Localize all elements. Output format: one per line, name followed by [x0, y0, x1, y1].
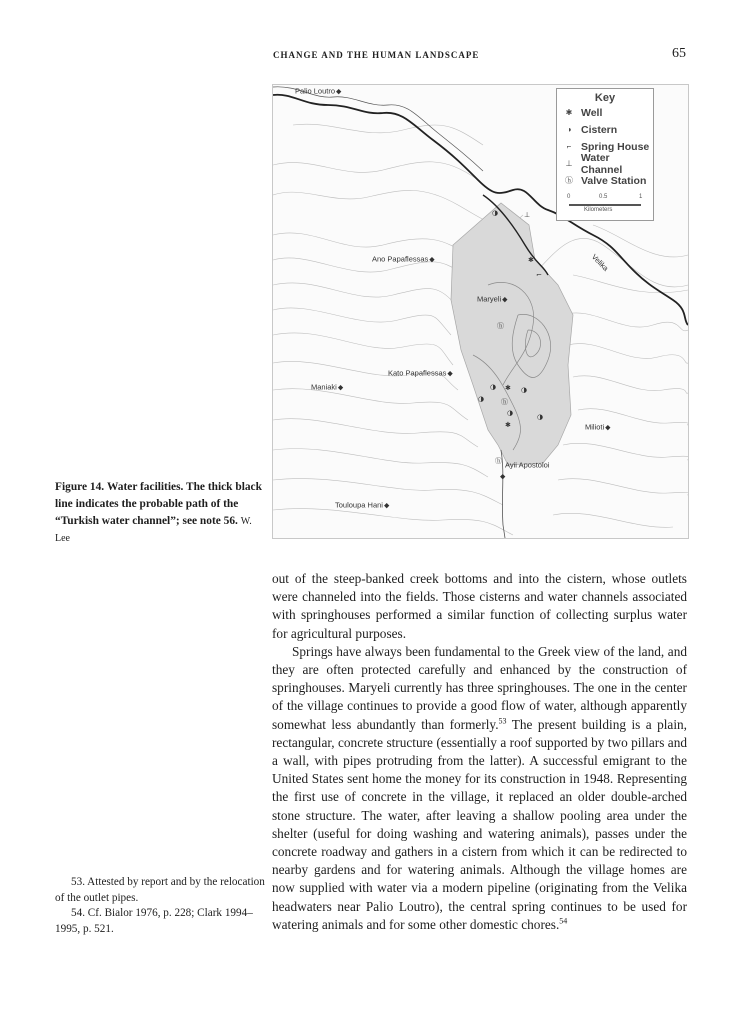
scale-tick-0: 0: [567, 194, 571, 200]
place-palio-loutro: Palio Loutro◆: [295, 86, 342, 96]
place-kato-papaflessas: Kato Papaflessas◆: [388, 368, 453, 378]
spring-house-icon: ⌐: [566, 142, 572, 151]
place-touloupa-hani: Touloupa Hani◆: [335, 500, 390, 510]
page-number: 65: [672, 46, 686, 61]
key-item-valve-station: ⓗ Valve Station: [565, 174, 647, 187]
key-item-spring-house: ⌐ Spring House: [563, 138, 653, 155]
paragraph-2: Springs have always been fundamental to the Greek view of the land, and they are often protected carefully and enhanced by the construction of springhouses. Maryeli currently has three springhouses. The one in the center of the village continues to provide a good flow of water, although apparently somewhat less abundantly than formerly.$^{53}$ The present building is a plain, rectangular, concrete structure (essentially a roof supported by two pillars and a wall, with pipes protruding from the latter). A successful emigrant to the United States sent home the money for its construction in 1948. Representing the first use of concrete in the village, it replaced an older double-arched stone structure. The water, after leaving a shallow pooling area under the shelter (useful for doing washing and watering animals), passes under the concrete roadway and gathers in a cistern from which it can be redirected to nearby gardens and for watering animals. Although the village homes are now supplied with water via a modern pipeline (originating from the Velika headwaters near Palio Loutro), the central spring continues to be used for watering animals and for some other domestic chores.$^{54}$: [272, 643, 687, 932]
scale-tick-half: 0.5: [599, 194, 608, 200]
caption-text: Water facilities. The thick black line indicates the probable path of the “Turkish water channel”; see note 56.: [55, 481, 262, 527]
key-item-water-channel: ⊥ Water Channel: [563, 155, 653, 172]
map-key: [556, 88, 654, 221]
footnote-54: 54. Cf. Bialor 1976, p. 228; Clark 1994–1995, p. 521.: [55, 907, 253, 935]
valve-station-icon: ⓗ: [565, 176, 573, 185]
footnotes: [55, 875, 265, 937]
caption-label: Figure 14.: [55, 481, 105, 493]
scale-tick-1: 1: [639, 194, 643, 200]
svg-text:◑: ◑: [507, 409, 514, 417]
svg-text:⊥: ⊥: [524, 211, 531, 219]
place-ayii-apostoloi: Ayii Apostoloi: [505, 460, 550, 470]
key-item-well: ✱ Well: [563, 104, 653, 121]
footnote-53: 53. Attested by report and by the relocation of the outlet pipes.: [55, 876, 265, 904]
svg-text:◑: ◑: [521, 386, 528, 394]
figure-map: [272, 84, 689, 539]
footnote-ref-53[interactable]: 53: [498, 716, 507, 726]
svg-text:◑: ◑: [490, 383, 497, 391]
place-marker-ayii-apostoloi: ◆: [500, 473, 506, 481]
svg-text:ⓗ: ⓗ: [501, 398, 508, 406]
svg-text:✱: ✱: [505, 421, 511, 429]
place-ano-papaflessas: Ano Papaflessas◆: [372, 254, 435, 264]
place-maryeli: Maryeli◆: [477, 294, 508, 304]
river-label-velika: Velika: [589, 252, 611, 273]
svg-text:✱: ✱: [528, 256, 534, 264]
place-maniaki: Maniaki◆: [311, 382, 344, 392]
svg-text:ⓗ: ⓗ: [495, 457, 502, 465]
river-bank: [273, 87, 483, 171]
place-milioti: Milioti◆: [585, 422, 611, 432]
scale-units: Kilometers: [584, 207, 613, 213]
svg-text:✱: ✱: [505, 384, 511, 392]
svg-text:◑: ◑: [492, 209, 499, 217]
svg-text:ⓗ: ⓗ: [497, 322, 504, 330]
key-item-cistern: ◑ Cistern: [563, 121, 653, 138]
scale-bar: [567, 193, 643, 215]
svg-text:◑: ◑: [478, 395, 485, 403]
paragraph-1: out of the steep-banked creek bottoms and into the cistern, whose outlets were channeled into the fields. Those cisterns and water channels associated with springhouses performed a similar function of collecting surplus water for agricultural purposes.: [272, 571, 687, 641]
svg-text:◑: ◑: [537, 413, 544, 421]
cistern-icon: ◑: [566, 125, 572, 134]
water-channel-icon: ⊥: [565, 159, 573, 168]
well-icon: ✱: [565, 108, 573, 117]
village-area: [451, 203, 573, 465]
running-head: CHANGE AND THE HUMAN LANDSCAPE: [273, 50, 480, 60]
scale-line: [569, 204, 641, 206]
key-title: Key: [594, 92, 616, 104]
body-text: [272, 570, 687, 934]
footnote-ref-54[interactable]: 54: [559, 916, 568, 926]
caption-credit: W. Lee: [55, 516, 252, 544]
svg-text:⌐: ⌐: [536, 271, 542, 279]
figure-caption: [55, 479, 265, 547]
